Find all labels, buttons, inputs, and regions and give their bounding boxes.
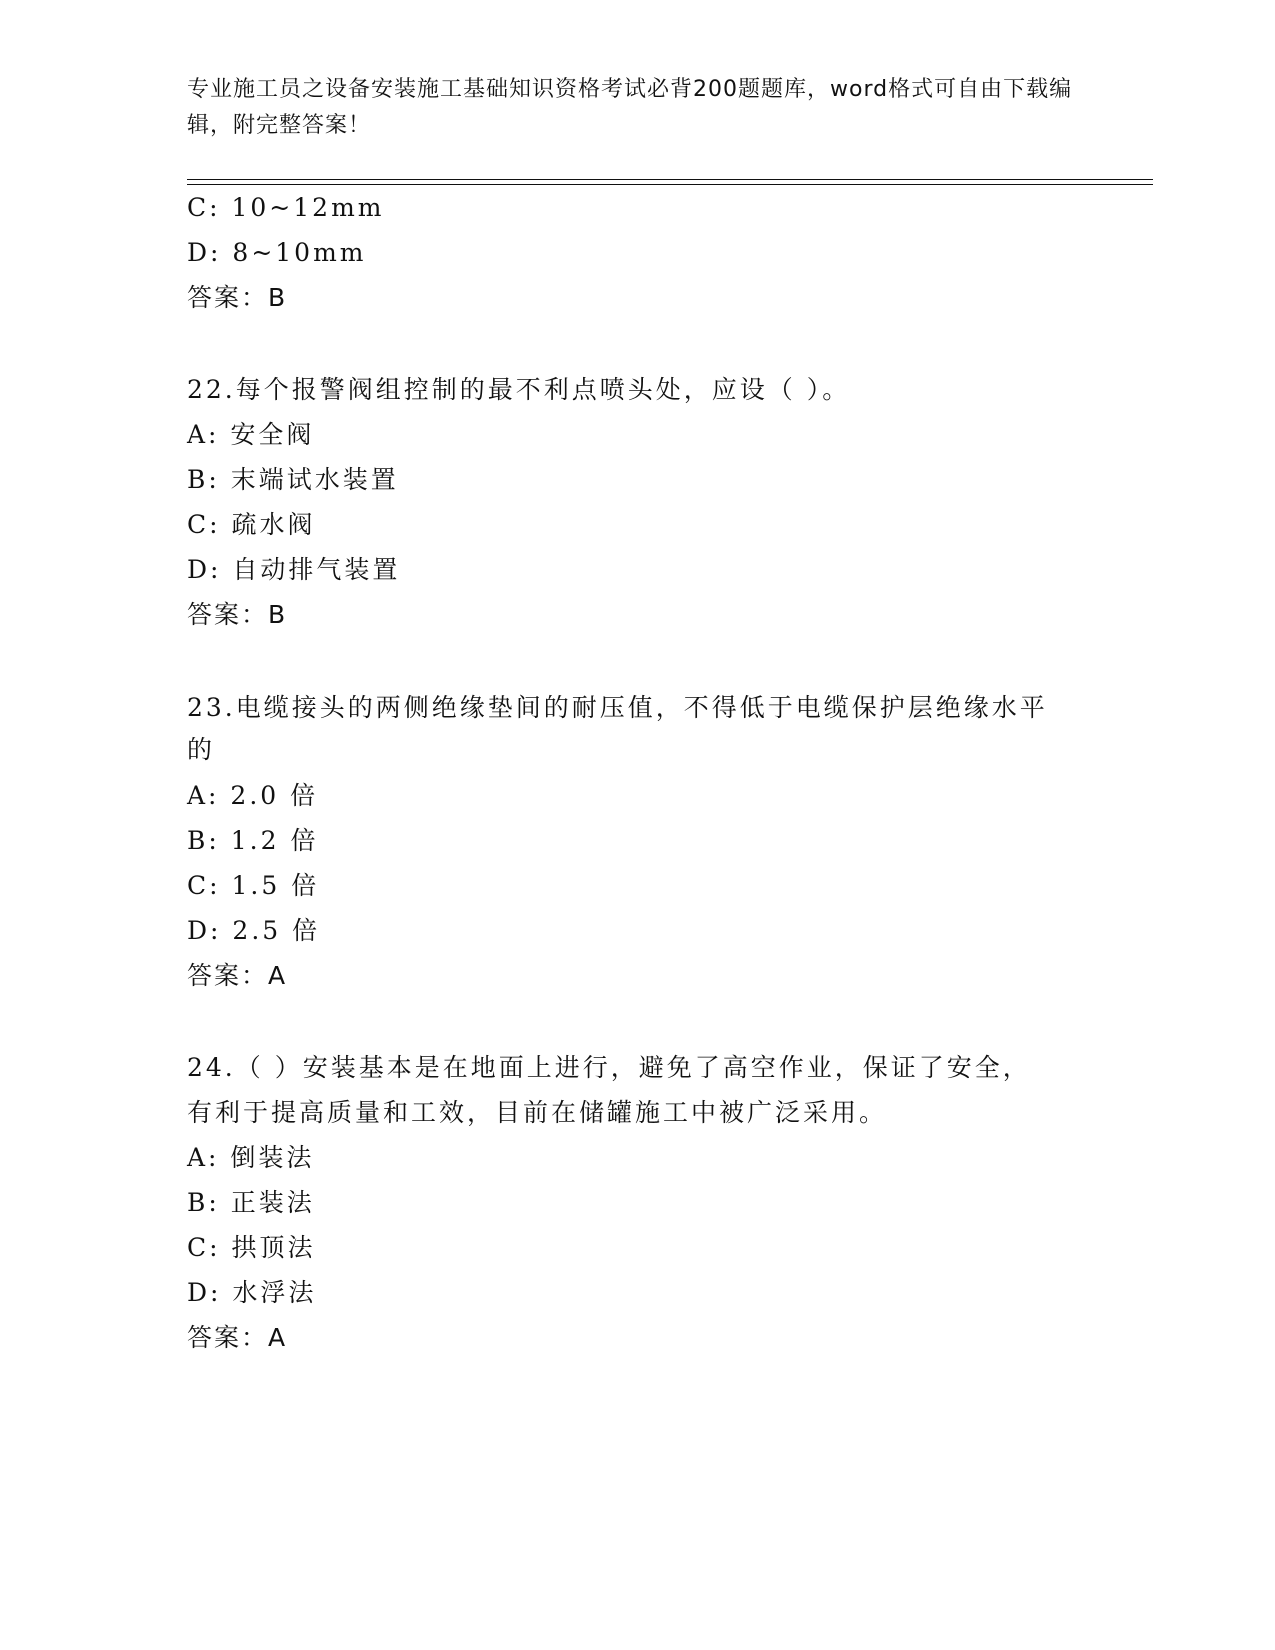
q23-stem-line1: 23.电缆接头的两侧绝缘垫间的耐压值，不得低于电缆保护层绝缘水平	[187, 693, 1048, 722]
q23-answer: 答案：A	[187, 961, 288, 990]
q22-option-a: A: 安全阀	[187, 420, 315, 449]
q24-stem-line2: 有利于提高质量和工效，目前在储罐施工中被广泛采用。	[187, 1098, 888, 1127]
q23-option-a: A: 2.0 倍	[187, 781, 319, 810]
q23-option-c: C: 1.5 倍	[187, 871, 320, 900]
q24-option-c: C: 拱顶法	[187, 1233, 316, 1262]
prev-option-d: D: 8~10mm	[187, 238, 367, 267]
q22-option-b: B: 末端试水装置	[187, 465, 399, 494]
q22-answer: 答案：B	[187, 600, 288, 629]
q23-option-b: B: 1.2 倍	[187, 826, 319, 855]
q24-answer: 答案：A	[187, 1323, 288, 1352]
prev-answer: 答案：B	[187, 283, 288, 312]
q24-option-a: A: 倒装法	[187, 1143, 315, 1172]
q24-stem-line1: 24.（ ）安装基本是在地面上进行，避免了高空作业，保证了安全，	[187, 1053, 1031, 1082]
q23-stem-line2: 的	[187, 735, 216, 764]
document-header	[187, 72, 1087, 144]
header-rule-bottom	[187, 184, 1153, 185]
header-title: 专业施工员之设备安装施工基础知识资格考试必背200题题库，word格式可自由下载编辑，附完整答案！	[187, 77, 1073, 138]
prev-option-c: C: 10~12mm	[187, 193, 385, 222]
q22-option-d: D: 自动排气装置	[187, 555, 401, 584]
q24-option-b: B: 正装法	[187, 1188, 315, 1217]
q22-stem: 22.每个报警阀组控制的最不利点喷头处，应设（ ）。	[187, 375, 851, 404]
header-rule-top	[187, 179, 1153, 180]
q22-option-c: C: 疏水阀	[187, 510, 316, 539]
q24-option-d: D: 水浮法	[187, 1278, 317, 1307]
q23-option-d: D: 2.5 倍	[187, 916, 321, 945]
